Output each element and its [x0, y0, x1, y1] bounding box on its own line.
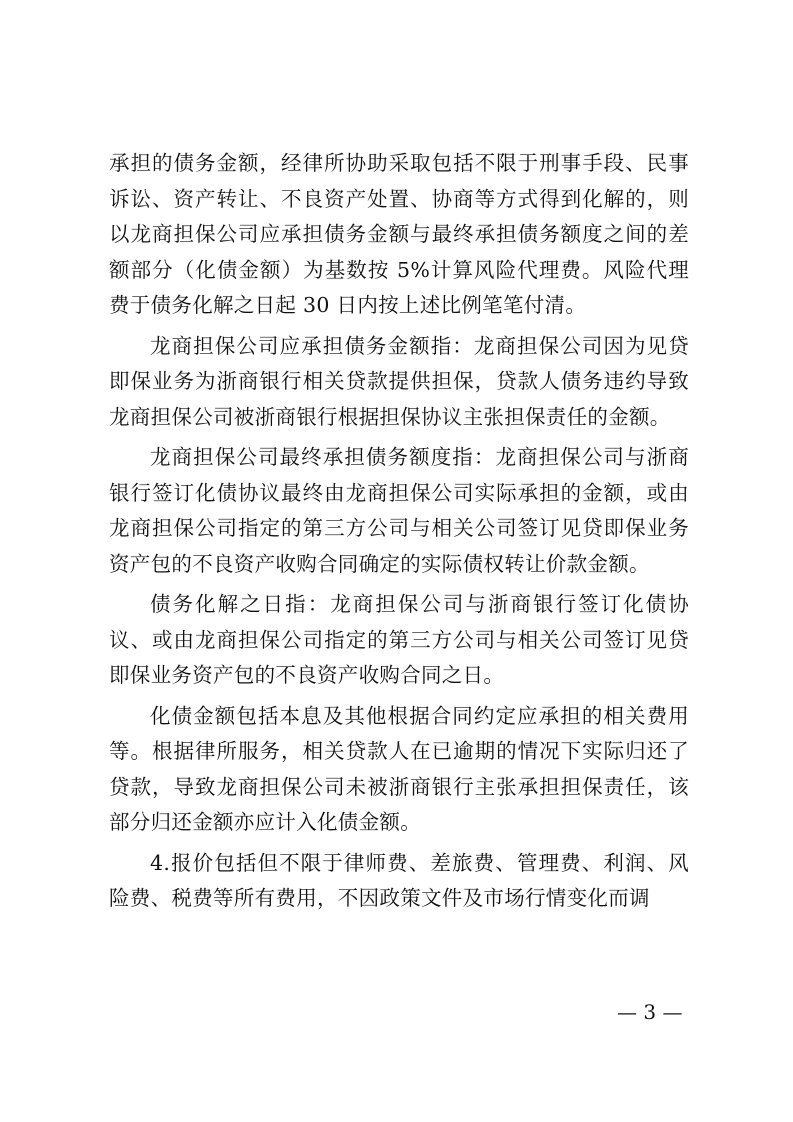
document-body	[109, 146, 689, 917]
paragraph-resolved-amount: 化债金额包括本息及其他根据合同约定应承担的相关费用等。根据律所服务，相关贷款人在已逾期的情况下实际归还了贷款，导致龙商担保公司未被浙商银行主张承担担保责任，该部分归还金额亦应计入化债金额。	[109, 703, 689, 834]
paragraph-continuation-risk-fee: 承担的债务金额，经律所协助采取包括不限于刑事手段、民事诉讼、资产转让、不良资产处置、协商等方式得到化解的，则以龙商担保公司应承担债务金额与最终承担债务额度之间的差额部分（化债金额）为基数按 5%计算风险代理费。风险代理费于债务化解之日起 30 日内按上述比例笔笔付清。	[109, 151, 689, 317]
page-number: — 3 —	[617, 1000, 683, 1024]
paragraph-definition-debt-amount: 龙商担保公司应承担债务金额指：龙商担保公司因为见贷即保业务为浙商银行相关贷款提供担保，贷款人债务违约导致龙商担保公司被浙商银行根据担保协议主张担保责任的金额。	[109, 333, 689, 429]
paragraph-definition-final-debt-limit: 龙商担保公司最终承担债务额度指：龙商担保公司与浙商银行签订化债协议最终由龙商担保公司实际承担的金额，或由龙商担保公司指定的第三方公司与相关公司签订见贷即保业务资产包的不良资产收购合同确定的实际债权转让价款金额。	[109, 445, 689, 576]
paragraph-quotation-item-4: 4.报价包括但不限于律师费、差旅费、管理费、利润、风险费、税费等所有费用，不因政策文件及市场行情变化而调	[109, 850, 689, 910]
paragraph-definition-resolution-date: 债务化解之日指：龙商担保公司与浙商银行签订化债协议、或由龙商担保公司指定的第三方公司与相关公司签订见贷即保业务资产包的不良资产收购合同之日。	[109, 592, 689, 687]
